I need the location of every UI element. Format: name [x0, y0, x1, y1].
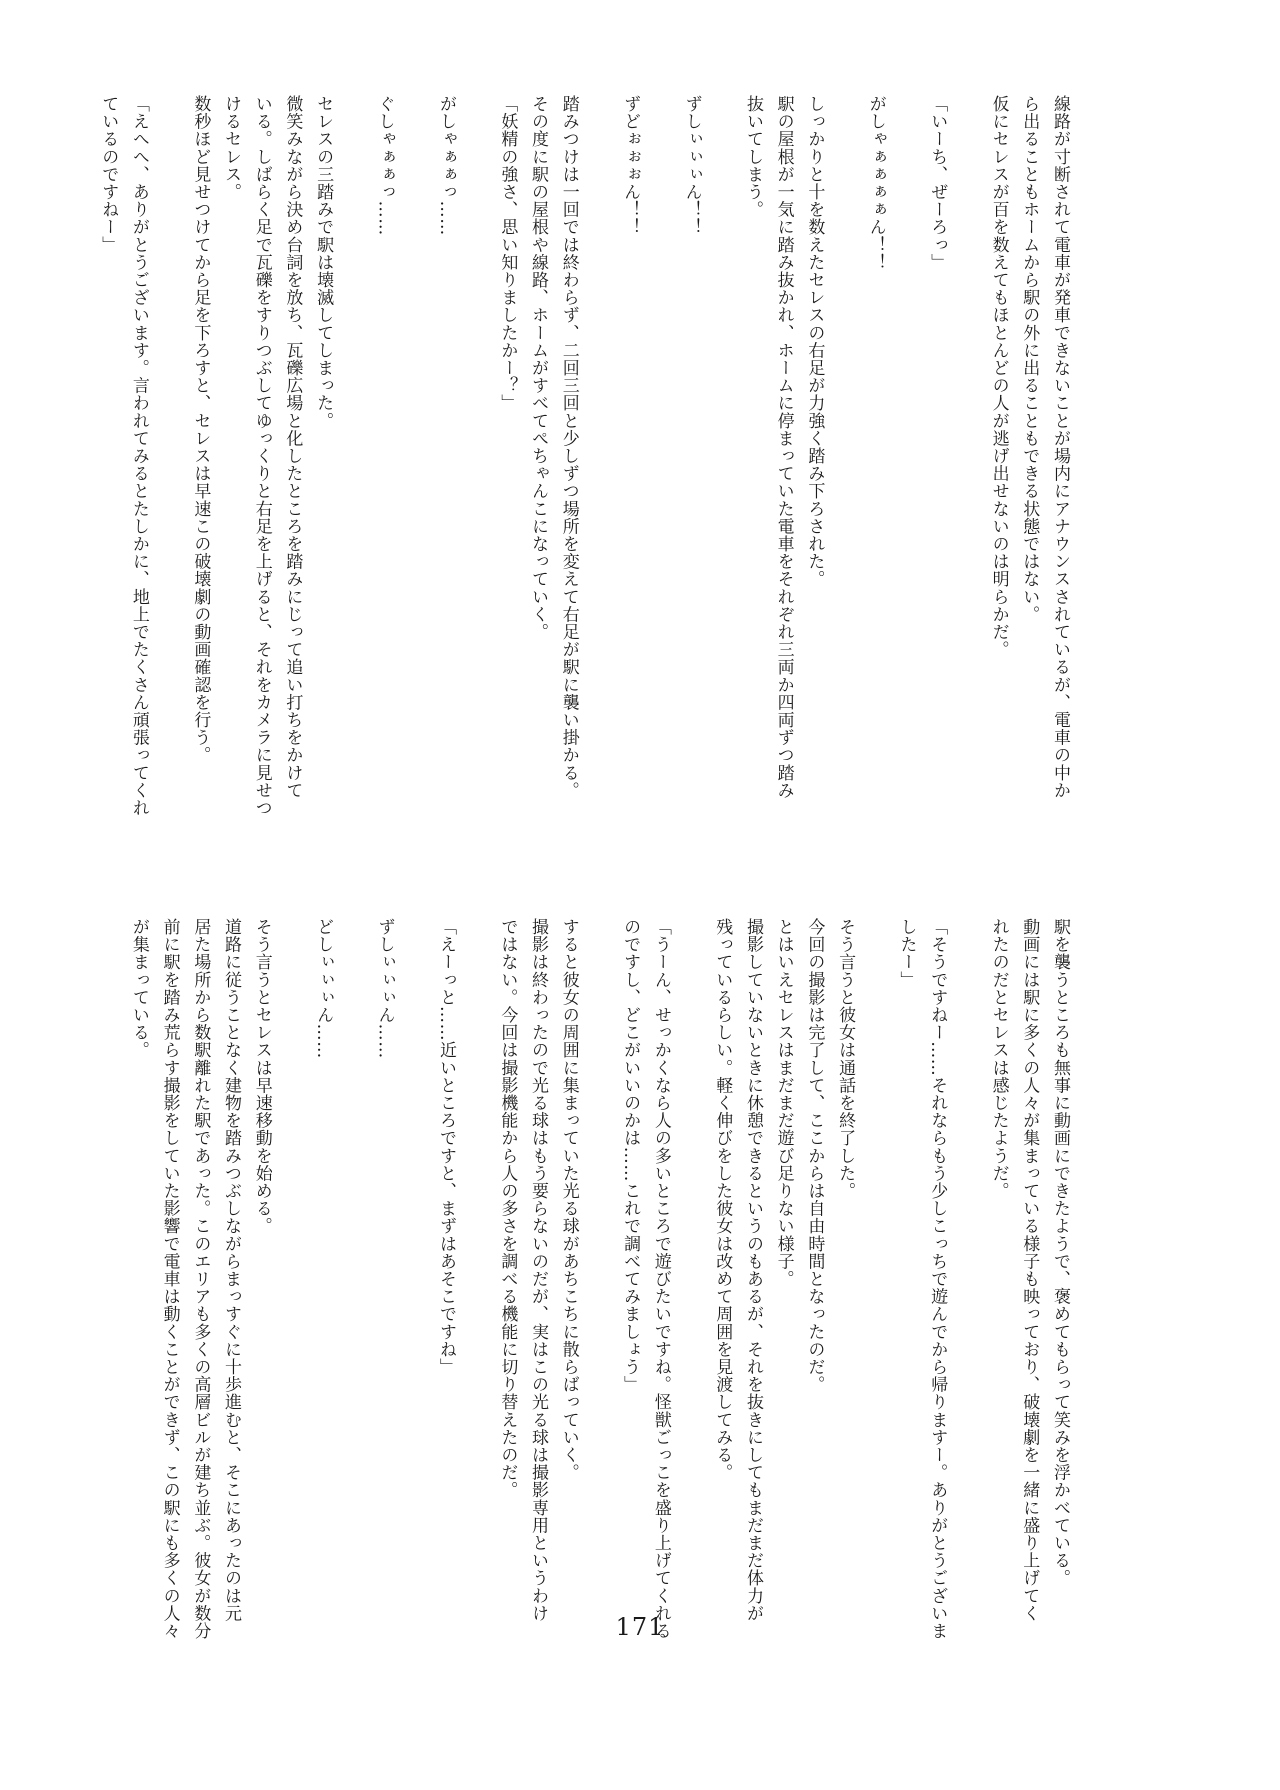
- upper-line: 駅の屋根が一気に踏み抜かれ、ホームに停まっていた電車をそれぞれ三両か四両ずつ踏み: [773, 95, 794, 799]
- upper-line: [891, 95, 922, 875]
- lower-line: どしぃぃぃん……: [313, 918, 334, 1059]
- page-number: 171: [615, 1613, 665, 1641]
- upper-line: [338, 95, 369, 875]
- lower-line: [400, 918, 431, 1518]
- upper-line: 踏みつけは一回では終わらず、二回三回と少しずつ場所を変えて右足が駅に襲い掛かる。: [558, 95, 579, 799]
- upper-line: [154, 95, 185, 875]
- lower-line: が集まっている。: [128, 918, 149, 1059]
- upper-line: 「いーち、ぜーろっ」: [927, 95, 948, 271]
- lower-line: [461, 918, 492, 1518]
- upper-line: [829, 95, 860, 875]
- lower-line: 前に駅を踏み荒らす撮影をしていた影響で電車は動くことができず、この駅にも多くの人々: [159, 918, 180, 1640]
- upper-line: [645, 95, 676, 875]
- upper-line: 抜いてしまう。: [742, 95, 763, 219]
- lower-line: [277, 918, 308, 1518]
- lower-line: 動画には駅に多くの人々が集まっている様子も映っており、破壊劇を一緒に盛り上げてく: [1019, 918, 1040, 1622]
- upper-line: [584, 95, 615, 875]
- lower-line: [338, 918, 369, 1518]
- upper-line: ら出ることもホームから駅の外に出ることもできる状態ではない。: [1019, 95, 1040, 623]
- lower-line: 撮影は終わったので光る球はもう要らないのだが、実はこの光る球は撮影専用というわけ: [528, 918, 549, 1622]
- lower-line: [952, 918, 983, 1518]
- upper-line: ずどぉぉぉん！！: [620, 95, 641, 236]
- lower-line: 「そうですねー……それならもう少しこっちで遊んでから帰りますー。ありがとうございま: [927, 918, 948, 1640]
- upper-line: 「妖精の強さ、思い知りましたかー？」: [497, 95, 518, 412]
- upper-line: 仮にセレスが百を数えてもほとんどの人が逃げ出せないのは明らかだ。: [988, 95, 1009, 659]
- lower-line: 居た場所から数駅離れた駅であった。このエリアも多くの高層ビルが建ち並ぶ。彼女が数分: [190, 918, 211, 1640]
- upper-line: その度に駅の屋根や線路、ホームがすべてぺちゃんこになっていく。: [528, 95, 549, 641]
- upper-line: 数秒ほど見せつけてから足を下ろすと、セレスは早速この破壊劇の動画確認を行う。: [190, 95, 211, 764]
- lower-line: 道路に従うことなく建物を踏みつぶしながらまっすぐに十歩進むと、そこにあったのは元: [221, 918, 242, 1622]
- lower-line: そう言うと彼女は通話を終了した。: [835, 918, 856, 1200]
- upper-line: [400, 95, 431, 875]
- upper-line: 線路が寸断されて電車が発車できないことが場内にアナウンスされているが、電車の中か: [1050, 95, 1070, 799]
- upper-line: いる。しばらく足で瓦礫をすりつぶしてゆっくりと右足を上げると、それをカメラに見せつ: [251, 95, 272, 817]
- upper-line: ているのですねー」: [98, 95, 119, 254]
- lower-line: [676, 918, 707, 1518]
- lower-line: れたのだとセレスは感じたようだ。: [988, 918, 1009, 1200]
- lower-line: そう言うとセレスは早速移動を始める。: [251, 918, 272, 1235]
- lower-line: 今回の撮影は完了して、ここからは自由時間となったのだ。: [804, 918, 825, 1394]
- upper-line: [707, 95, 738, 875]
- lower-line: のですし、どこがいいのかは……これで調べてみましょう」: [620, 918, 641, 1394]
- upper-line: 「えへへ、ありがとうございます。言われてみるとたしかに、地上でたくさん頑張ってくれ: [128, 95, 149, 817]
- lower-line: 「うーん、せっかくなら人の多いところで遊びたいですね。怪獣ごっこを盛り上げてくれる: [650, 918, 671, 1640]
- upper-text-block: [98, 95, 1075, 875]
- lower-line: 撮影していないときに休憩できるというのもあるが、それを抜きにしてもまだまだ体力が: [742, 918, 763, 1622]
- lower-line: とはいえセレスはまだまだ遊び足りない様子。: [773, 918, 794, 1288]
- upper-line: しっかりと十を数えたセレスの右足が力強く踏み下ろされた。: [804, 95, 825, 588]
- lower-line: ではない。今回は撮影機能から人の多さを調べる機能に切り替えたのだ。: [497, 918, 518, 1499]
- lower-line: ずしぃぃぃん……: [374, 918, 395, 1059]
- lower-line: すると彼女の周囲に集まっていた光る球があちこちに散らばっていく。: [558, 918, 579, 1482]
- upper-line: がしゃぁぁっ……: [435, 95, 456, 236]
- lower-line: [860, 918, 891, 1518]
- upper-line: がしゃぁぁぁぁん！！: [865, 95, 886, 271]
- lower-line: 残っているらしい。軽く伸びをした彼女は改めて周囲を見渡してみる。: [712, 918, 733, 1482]
- upper-line: ずしぃぃぃん！！: [681, 95, 702, 236]
- lower-line: [584, 918, 615, 1518]
- upper-line: [461, 95, 492, 875]
- upper-line: セレスの三踏みで駅は壊滅してしまった。: [313, 95, 334, 430]
- upper-line: 微笑みながら決め台詞を放ち、瓦礫広場と化したところを踏みにじって追い打ちをかけて: [282, 95, 303, 799]
- upper-line: ぐしゃぁぁっ……: [374, 95, 395, 236]
- lower-line: したー」: [896, 918, 917, 989]
- lower-line: 駅を襲うところも無事に動画にできたようで、褒めてもらって笑みを浮かべている。: [1050, 918, 1070, 1587]
- lower-line: 「えーっと……近いところですと、まずはあそこですね」: [435, 918, 456, 1376]
- upper-line: [952, 95, 983, 875]
- upper-line: けるセレス。: [221, 95, 242, 201]
